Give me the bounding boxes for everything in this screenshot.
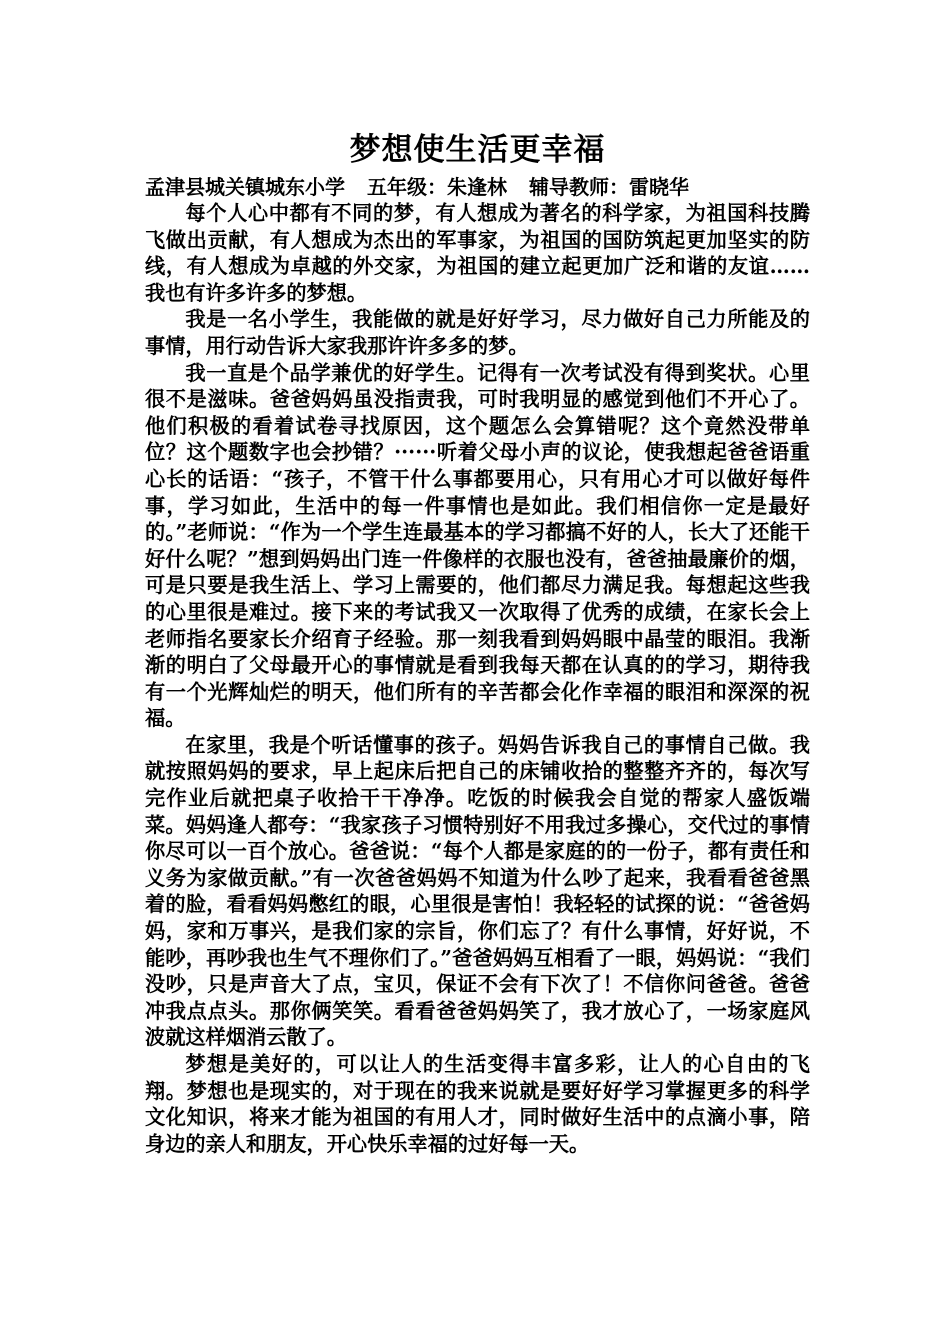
paragraph-4: 在家里，我是个听话懂事的孩子。妈妈告诉我自己的事情自己做。我就按照妈妈的要求，早上起床后把自己的床铺收拾的整整齐齐的，每次写完作业后就把桌子收拾干干净净。吃饭的时候我会自觉的帮家人盛饭端菜。妈妈逢人都夸：“我家孩子习惯特别好不用我过多操心，交代过的事情你尽可以一百个放心。爸爸说：“每个人都是家庭的的一份子，都有责任和义务为家做贡献。”有一次爸爸妈妈不知道为什么吵了起来，我看看爸爸黑着的脸，看看妈妈憋红的眼，心里很是害怕！我轻轻的试探的说：“爸爸妈妈，家和万事兴，是我们家的宗旨，你们忘了？有什么事情，好好说，不能吵，再吵我也生气不理你们了。”爸爸妈妈互相看了一眼，妈妈说：“我们没吵，只是声音大了点，宝贝，保证不会有下次了！不信你问爸爸。爸爸冲我点点头。那你俩笑笑。看看爸爸妈妈笑了，我才放心了，一场家庭风波就这样烟消云散了。: [145, 732, 810, 1050]
byline-teacher: 辅导教师：雷晓华: [529, 175, 689, 199]
paragraph-3: 我一直是个品学兼优的好学生。记得有一次考试没有得到奖状。心里很不是滋味。爸爸妈妈虽没指责我，可时我明显的感觉到他们不开心了。他们积极的看着试卷寻找原因，这个题怎么会算错呢？这个竟然没带单位？这个题数字也会抄错？······听着父母小声的议论，使我想起爸爸语重心长的话语：“孩子，不管干什么事都要用心，只有用心才可以做好每件事，学习如此，生活中的每一件事情也是如此。我们相信你一定是最好的。”老师说：“作为一个学生连最基本的学习都搞不好的人，长大了还能干好什么呢？”想到妈妈出门连一件像样的衣服也没有，爸爸抽最廉价的烟，可是只要是我生活上、学习上需要的，他们都尽力满足我。每想起这些我的心里很是难过。接下来的考试我又一次取得了优秀的成绩，在家长会上老师指名要家长介绍育子经验。那一刻我看到妈妈眼中晶莹的眼泪。我渐渐的明白了父母最开心的事情就是看到我每天都在认真的的学习，期待我有一个光辉灿烂的明天，他们所有的辛苦都会化作幸福的眼泪和深深的祝福。: [145, 360, 810, 731]
byline-grade-author: 五年级：朱逢林: [367, 175, 507, 199]
paragraph-2: 我是一名小学生，我能做的就是好好学习，尽力做好自己力所能及的事情，用行动告诉大家我那许许多多的梦。: [145, 307, 810, 358]
byline: [145, 174, 810, 200]
document-page: [145, 128, 810, 1157]
paragraph-5: 梦想是美好的，可以让人的生活变得丰富多彩，让人的心自由的飞翔。梦想也是现实的，对于现在的我来说就是要好好学习掌握更多的科学文化知识，将来才能为祖国的有用人才，同时做好生活中的点滴小事，陪身边的亲人和朋友，开心快乐幸福的过好每一天。: [145, 1052, 810, 1156]
byline-school: 孟津县城关镇城东小学: [145, 175, 345, 199]
paragraph-1: 每个人心中都有不同的梦，有人想成为著名的科学家，为祖国科技腾飞做出贡献，有人想成为杰出的军事家，为祖国的国防筑起更加坚实的防线，有人想成为卓越的外交家，为祖国的建立起更加广泛和谐的友谊……我也有许多许多的梦想。: [145, 201, 810, 305]
document-title: 梦想使生活更幸福: [349, 132, 606, 168]
